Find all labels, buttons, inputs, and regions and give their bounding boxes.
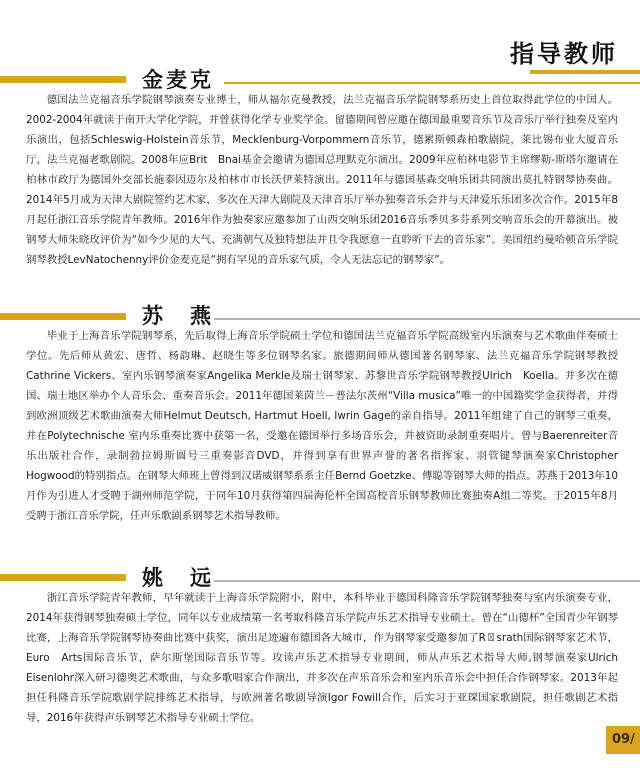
teacher-name: 苏 燕	[142, 303, 214, 328]
section-accent-bar	[0, 76, 126, 83]
teacher-bio: 德国法兰克福音乐学院钢琴演奏专业博士，师从福尔克曼教授，法兰克福音乐学院钢琴系历史上首位取得此学位的中国人。2002-2004年就读于南开大学化学院，并曾获得化学专业奖学金。留德期间曾应邀在德国最重要音乐节及音乐厅举行独奏及室内乐演出，包括Schleswig-Holstein音乐节，Mecklenburg-Vorpommern音乐节，德累斯顿森柏歌剧院，莱比锡布业大厦音乐厅，法兰克福老歌剧院。2008年应Brit Bnai基金会邀请为德国总理默克尔演出。2009年应柏林电影节主席缪勒-斯塔尔邀请在柏林市政厅为德国外交部长施泰因迈尔及柏林市市长沃伊莱特演出。2011年与德国基森交响乐团共同演出莫扎特钢琴协奏曲。2014年5月成为天津大剧院签约艺术家，多次在天津大剧院及天津音乐厅举办独奏音乐会并与天津爱乐乐团多次合作。2015年8月起任浙江音乐学院青年教师。2016年作为独奏家应邀参加了山西交响乐团2016音乐季贝多芬系列交响音乐会的开幕演出。被钢琴大师朱晓玫评价为“如今少见的大气、充满朝气及独特想法并且令我愿意一直聆听下去的音乐家”。美国纽约曼哈顿音乐学院钢琴教授LevNatochenny评价金麦克是“拥有罕见的音乐家气质，令人无法忘记的钢琴家”。	[26, 94, 618, 266]
teacher-bio: 毕业于上海音乐学院钢琴系，先后取得上海音乐学院硕士学位和德国法兰克福音乐学院高级室内乐演奏与艺术歌曲伴奏硕士学位。先后师从黄宏、唐哲、杨韵琳、赵晓生等多位钢琴名家。旅德期间师从德国著名钢琴家、法兰克福音乐学院钢琴教授Cathrine Vickers、室内乐钢琴演奏家Angelika Merkle及瑞士钢琴家、苏黎世音乐学院钢琴教授Ulrich Koella。并多次在德国、瑞士地区举办个人音乐会、重奏音乐会。2011年德国莱茵兰－普法尔茨州“Villa musica”唯一的中国籍奖学金获得者，并得到欧洲顶级艺术歌曲演奏大师Helmut Deutsch, Hartmut Hoell, Iwrin Gage的亲自指导。2011年组建了自己的钢琴三重奏，并在Polytechnische 室内乐重奏比赛中获第一名，受邀在德国举行多场音乐会，并被资助录制重奏唱片。曾与Baerenreiter音乐出版社合作，录制勃拉姆斯圆号三重奏影音DVD，并得到享有世界声誉的著名指挥家、羽管键琴演奏家Christopher Hogwood的特别指点。在钢琴大师班上曾得到汉诺威钢琴系系主任Bernd Goetzke、傅聪等钢琴大师的指点。苏燕于2013年10月作为引进人才受聘于湖州师范学院，于同年10月获得第四届海伦杯全国高校音乐钢琴教师比赛独奏A组二等奖。于2015年8月受聘于浙江音乐学院，任声乐歌剧系钢琴艺术指导教师。	[26, 330, 618, 522]
section-accent-bar	[0, 313, 126, 320]
page-number: 09/	[606, 726, 640, 754]
teacher-name: 金麦克	[142, 67, 214, 92]
teacher-bio: 浙江音乐学院青年教师，早年就读于上海音乐学院附小，附中，本科毕业于德国科隆音乐学院钢琴独奏与室内乐演奏专业，2014年获得钢琴独奏硕士学位，同年以专业成绩第一名考取科隆音乐学院声乐艺术指导专业硕士。曾在“山德杯”全国青少年钢琴比赛，上海音乐学院钢琴协奏曲比赛中获奖，演出足迹遍布德国各大城市，作为钢琴家受邀参加了R〿srath国际钢琴家艺术节，Euro Arts国际音乐节，萨尔斯堡国际音乐节等。攻读声乐艺术指导专业期间，师从声乐艺术指导大师,钢琴演奏家Ulrich Eisenlohr深入研习德奥艺术歌曲，与众多歌唱家合作演出，并多次在声乐音乐会和室内乐音乐会中担任合作钢琴家。2013年起担任科隆音乐学院歌剧学院排练艺术指导，与欧洲著名歌剧导演Igor Fowill合作，后实习于亚琛国家歌剧院，担任歌剧艺术指导，2016年获得声乐钢琴艺术指导专业硕士学位。	[26, 592, 629, 724]
section-divider	[214, 318, 640, 320]
title-accent-bar	[530, 70, 640, 74]
page-title: 指导教师	[510, 40, 618, 68]
section-divider	[224, 82, 640, 84]
teacher-name: 姚 远	[142, 565, 214, 590]
section-divider	[214, 580, 640, 582]
section-accent-bar	[0, 574, 126, 581]
